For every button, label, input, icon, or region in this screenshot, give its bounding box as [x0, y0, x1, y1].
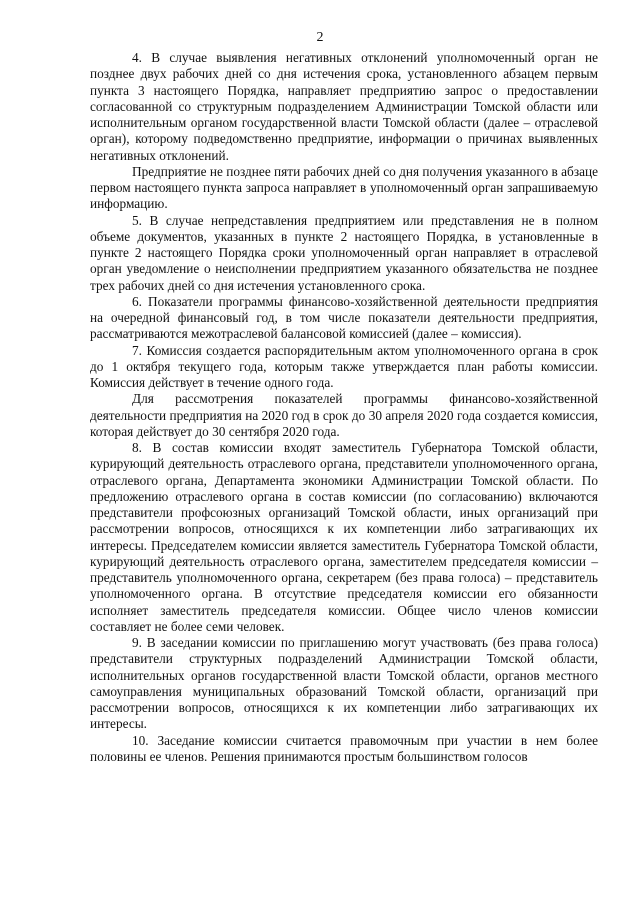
paragraph-7: 7. Комиссия создается распорядительным актом уполномоченного органа в срок до 1 октября текущего года, которым также утверждается план работы комиссии. Комиссия действует в течение одного года. — [90, 342, 598, 390]
paragraph-4: 4. В случае выявления негативных отклонений уполномоченный орган не позднее двух рабочих дней со дня истечения срока, установленного абзацем первым пункта 3 настоящего Порядка, направляет предприятию запрос о предоставлении согласованной со структурным подразделением Администрации Томской области или исполнительным органом государственной власти Томской области (далее – отраслевой орган), которому подведомственно предприятие, информации о причинах выявленных негативных отклонений. — [90, 50, 598, 163]
page-number: 2 — [316, 30, 324, 45]
paragraph-5: 5. В случае непредставления предприятием или представления не в полном объеме документов, указанных в пункте 2 настоящего Порядка, в установленные в пункте 2 настоящего Порядка сроки уполномоченный орган направляет в отраслевой орган уведомление о неисполнении предприятием указанного обязательства не позднее трех рабочих дней со дня истечения установленного срока. — [90, 212, 598, 293]
paragraph-10: 10. Заседание комиссии считается правомочным при участии в нем более половины ее членов. Решения принимаются простым большинством голосов — [90, 732, 598, 764]
paragraph-7-continuation: Для рассмотрения показателей программы финансово-хозяйственной деятельности предприятия на 2020 год в срок до 30 апреля 2020 года создается комиссия, которая действует до 30 сентября 2020 года. — [90, 391, 598, 439]
paragraph-8: 8. В состав комиссии входят заместитель Губернатора Томской области, курирующий деятельность отраслевого органа, представители уполномоченного органа, отраслевого органа, Департамента экономики Администрации Томской области. По предложению отраслевого органа в состав комиссии (по согласованию) включаются представители профсоюзных организаций Томской области, иных организаций при рассмотрении вопросов, относящихся к их компетенции либо затрагивающих их интересы. Председателем комиссии является заместитель Губернатора Томской области, курирующий деятельность отраслевого органа, заместителем председателя комиссии – представитель уполномоченного органа, секретарем (без права голоса) – представитель уполномоченного органа. В отсутствие председателя комиссии его обязанности исполняет заместитель председателя комиссии. Общее число членов комиссии составляет не более семи человек. — [90, 440, 598, 634]
paragraph-6: 6. Показатели программы финансово-хозяйственной деятельности предприятия на очередной финансовый год, в том числе показатели деятельности предприятия, рассматриваются межотраслевой балансовой комиссией (далее – комиссия). — [90, 293, 598, 342]
paragraph-4-continuation: Предприятие не позднее пяти рабочих дней со дня получения указанного в абзаце первом настоящего пункта запроса направляет в уполномоченный орган запрашиваемую информацию. — [90, 163, 598, 212]
paragraph-9: 9. В заседании комиссии по приглашению могут участвовать (без права голоса) представители структурных подразделений Администрации Томской области, исполнительных органов государственной власти Томской области, органов местного самоуправления муниципальных образований Томской области, организаций при рассмотрении вопросов, относящихся к их компетенции либо затрагивающих их интересы. — [90, 635, 598, 732]
document-body — [90, 50, 598, 765]
